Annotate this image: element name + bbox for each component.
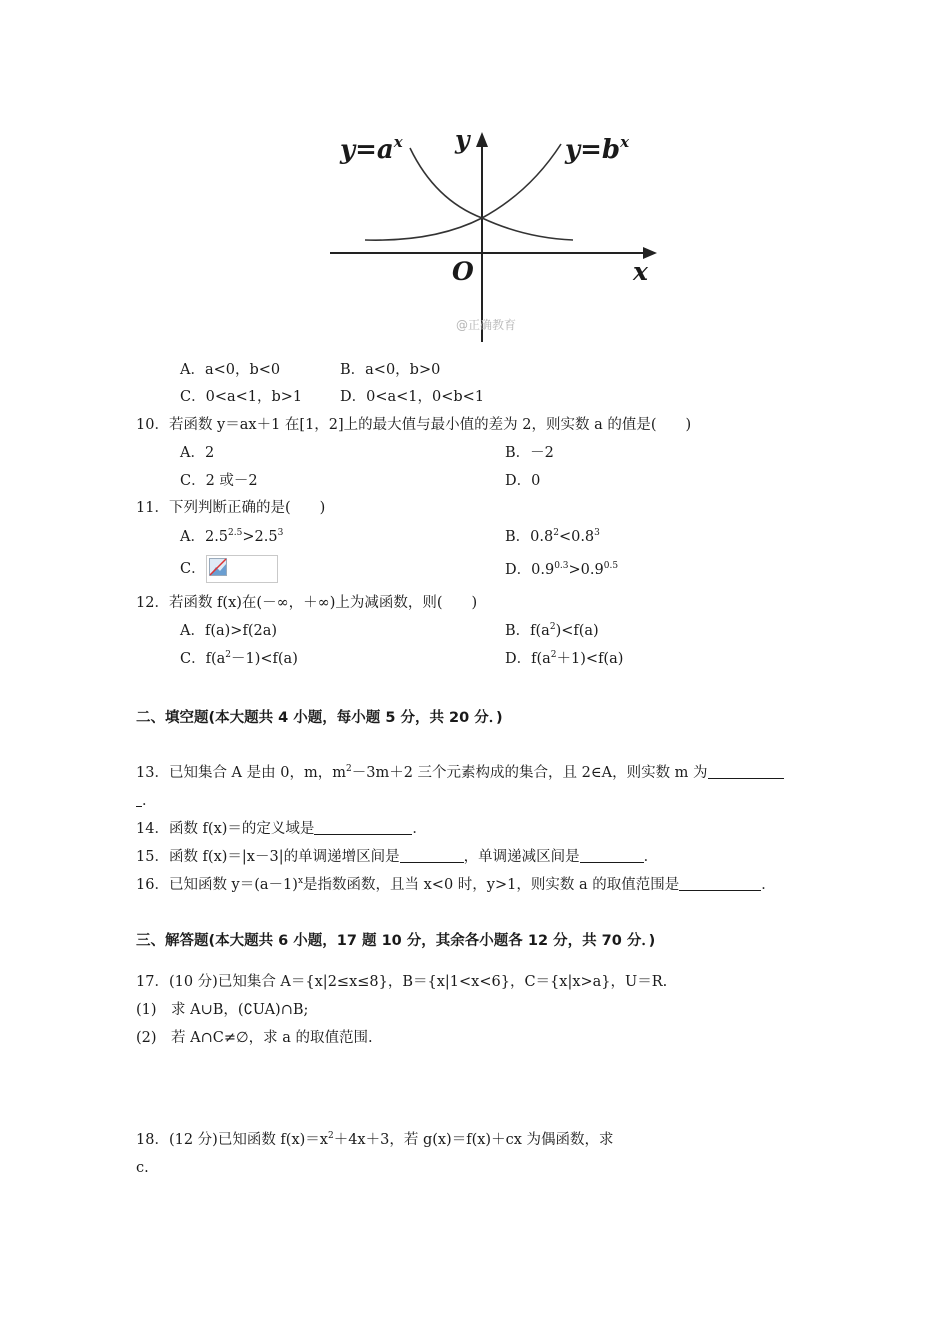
q12-option-b: B．$f(a^2)<f(a)$ [505,622,599,639]
q12-option-a: A．f(a)>f(2a) [180,623,277,639]
label-y-bx: $y=b^x$ [565,133,630,165]
broken-image-icon [206,555,278,583]
q17-part-1: (1) 求 A∪B，(∁UA)∩B; [136,1002,309,1018]
q15-blank-1 [400,848,464,863]
q14-blank [314,820,412,835]
q11-option-b: B．$0.8^2<0.8^3$ [505,528,600,545]
q17-part-2: (2) 若 A∩C≠∅，求 a 的取值范围. [136,1030,373,1046]
curve-b-x [365,144,561,240]
y-axis-arrow [476,132,488,147]
q12-stem: 12．若函数 f(x)在(－∞，＋∞)上为减函数，则( ) [136,595,478,611]
x-axis-label: x [633,257,648,286]
q12-option-c: C．$f(a^2-1)<f(a)$ [180,650,298,667]
q18-stem-wrap: c. [136,1160,149,1176]
q13-text-wrap: ． [136,791,157,811]
section-solution-heading: 三、解答题(本大题共 6 小题，17 题 10 分，其余各小题各 12 分，共 70 分．) [136,933,656,949]
q16-blank [679,876,761,891]
q11-option-d: D．$0.9^{0.3}>0.9^{0.5}$ [505,561,619,578]
q18-stem: 18．(12 分)已知函数 $f(x)=x^2+4x+3$，若 g(x)＝f(x)＋cx 为偶函数，求 [136,1131,614,1148]
q11-stem: 11．下列判断正确的是( ) [136,500,326,516]
section-fill-in-heading: 二、填空题(本大题共 4 小题，每小题 5 分，共 20 分．) [136,710,503,726]
exponential-graph-figure [325,120,665,345]
q15-text: 15．函数 f(x)＝|x－3|的单调递增区间是 ，单调递减区间是 ． [136,849,659,865]
q16-text: 16．已知函数 $y=(a-1)^x$是指数函数，且当 x<0 时，y>1，则实数 a 的取值范围是 ． [136,876,776,893]
y-axis-label: y [455,125,470,154]
q11-option-a: A．$2.5^{2.5}>2.5^3$ [180,528,284,545]
q14-text: 14．函数 f(x)＝的定义域是 ． [136,821,427,837]
q10-option-a: A．2 [180,445,215,461]
q10-option-c: C．2 或－2 [180,473,258,489]
q13-blank [708,764,784,779]
watermark: @正确教育 [456,318,517,332]
q9-option-d: D．0<a<1，0<b<1 [340,389,485,405]
q10-stem: 10．若函数 y＝ax＋1 在[1，2]上的最大值与最小值的差为 2，则实数 a 的值是( ) [136,417,692,433]
origin-label: O [452,257,474,286]
q9-option-a: A．a<0，b<0 [180,362,281,378]
q9-option-b: B．a<0，b>0 [340,362,441,378]
q10-option-b: B．－2 [505,445,554,461]
q9-option-c: C．0<a<1，b>1 [180,389,303,405]
q10-option-d: D．0 [505,473,541,489]
q17-stem: 17．(10 分)已知集合 A＝{x|2≤x≤8}，B＝{x|1<x<6}，C＝{x|x>a}，U＝R. [136,974,668,990]
q11-option-c: C． [180,555,278,583]
q13-text: 13．已知集合 A 是由 0，m，$m^2-3m+2$ 三个元素构成的集合，且 2∈A，则实数 m 为 [136,763,784,783]
q12-option-d: D．$f(a^2+1)<f(a)$ [505,650,624,667]
q15-blank-2 [580,848,644,863]
label-y-ax: $y=a^x$ [340,133,403,165]
